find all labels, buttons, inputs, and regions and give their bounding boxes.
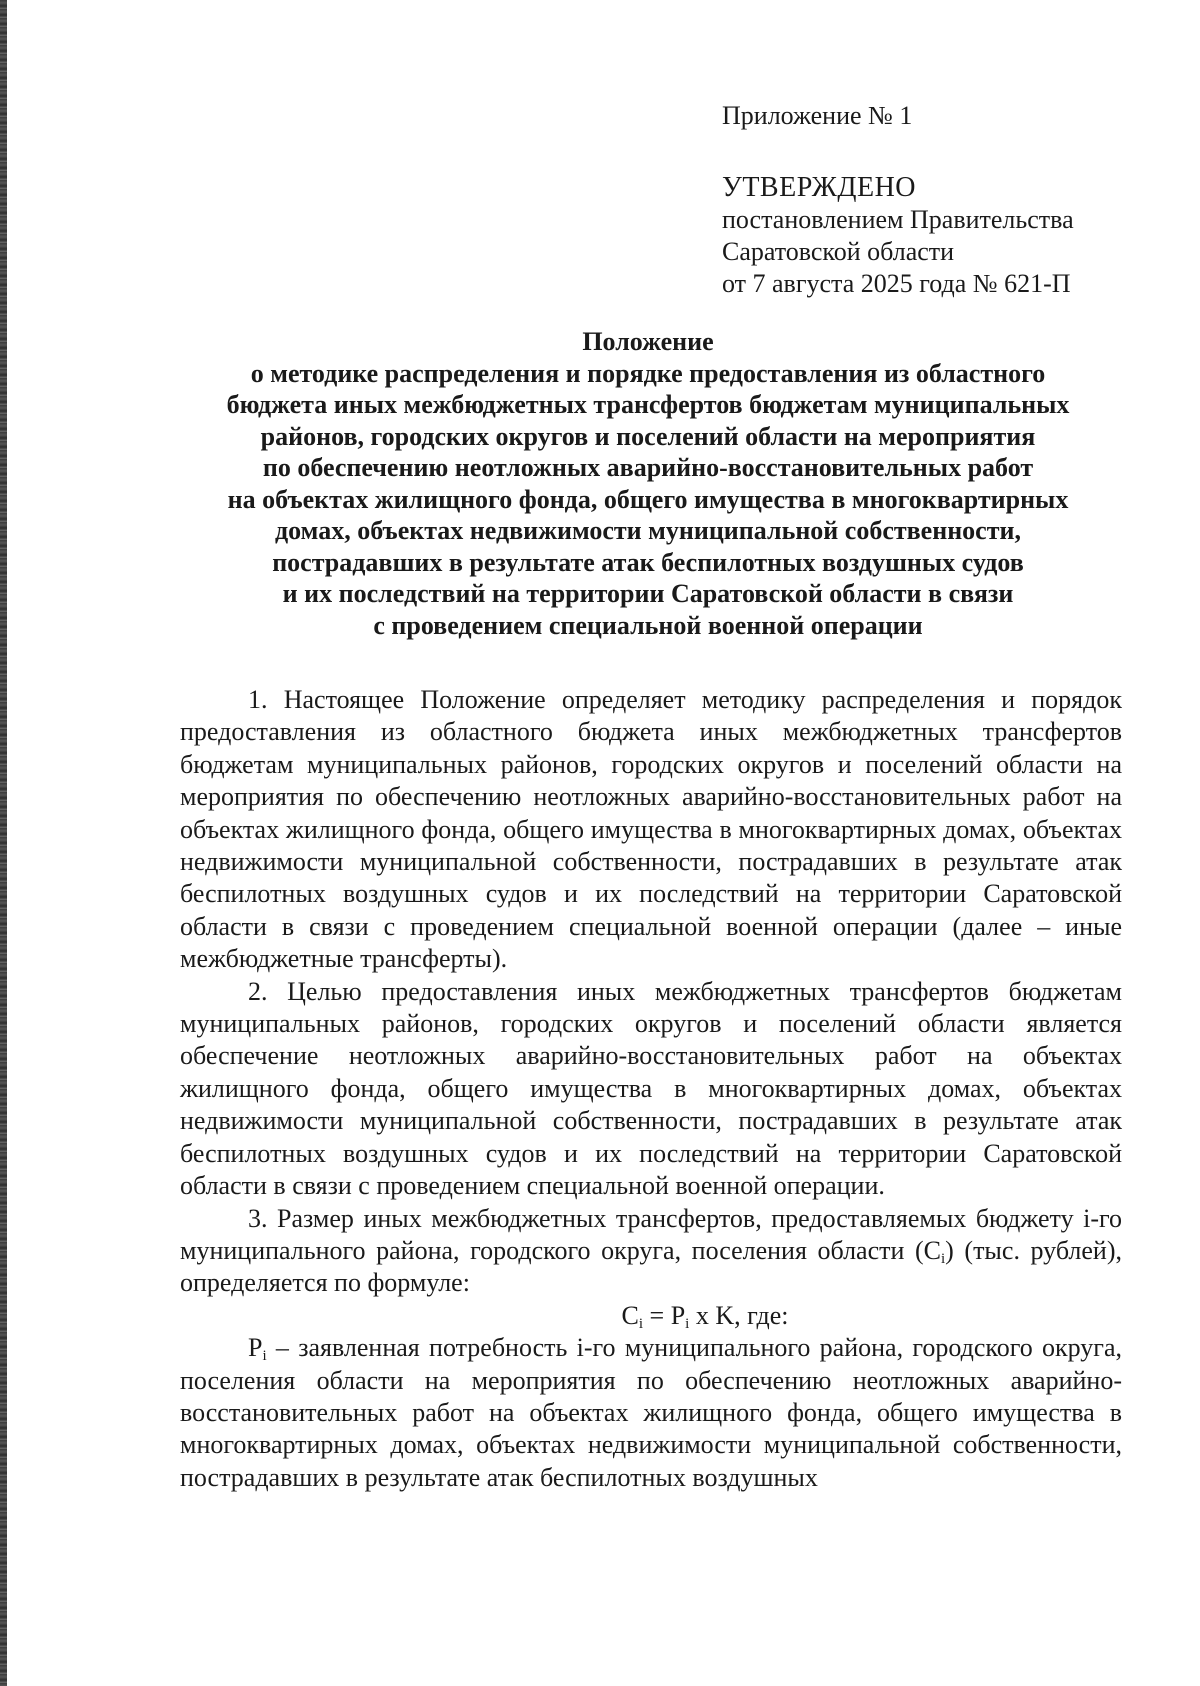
paragraph-3-text-start: 3. Размер иных межбюджетных трансфертов, предоставляемых бюджету i-го муниципального района, городского округа, поселения области (C: [180, 1203, 1122, 1265]
approval-line-1: постановлением Правительства: [722, 205, 1074, 234]
document-title-block: [150, 326, 1146, 641]
paragraph-2: 2. Целью предоставления иных межбюджетных трансфертов бюджетам муниципальных районов, городских округов и поселений области является обеспечение неотложных аварийно-восстановительных работ на объектах жилищного фонда, общего имущества в многоквартирных домах, объектах недвижимости муниципальной собственности, пострадавших в результате атак беспилотных воздушных судов и их последствий на территории Саратовской области в связи с проведением специальной военной операции.: [180, 976, 1122, 1201]
approved-stamp-text: УТВЕРЖДЕНО: [722, 172, 917, 203]
paragraph-1: 1. Настоящее Положение определяет методику распределения и порядок предоставления из областного бюджета иных межбюджетных трансфертов бюджетам муниципальных районов, городских округов и поселений области на мероприятия по обеспечению неотложных аварийно-восстановительных работ на объектах жилищного фонда, общего имущества в многоквартирных домах, объектах недвижимости муниципальной собственности, пострадавших в результате атак беспилотных воздушных судов и их последствий на территории Саратовской области в связи с проведением специальной военной операции (далее – иные межбюджетные трансферты).: [180, 685, 1122, 974]
document-heading: Положение: [582, 327, 714, 356]
approval-line-3: от 7 августа 2025 года № 621-П: [722, 269, 1071, 298]
formula-c-subscript: i: [638, 1315, 644, 1332]
scan-edge: [0, 0, 7, 1686]
paragraph-3-text-end: ) (тыс. рублей), определяется по формуле:: [180, 1235, 1123, 1298]
paragraph-4-symbol: P: [248, 1333, 263, 1363]
paragraph-3: [180, 1203, 1122, 1300]
document-body: [180, 684, 1122, 1494]
formula-rest: x K, где:: [689, 1300, 789, 1330]
approval-line-2: Саратовской области: [722, 237, 955, 266]
paragraph-3-subscript: i: [941, 1250, 946, 1267]
formula-p-subscript: i: [685, 1315, 690, 1332]
paragraph-4-text: – заявленная потребность i-го муниципального района, городского округа, поселения области на мероприятия по обеспечению неотложных аварийно-восстановительных работ на объектах жилищного фонда, общего имущества в многоквартирных домах, объектах недвижимости муниципальной собственности, пострадавших в результате атак беспилотных воздушных: [180, 1333, 1122, 1492]
formula-equals-p: = P: [643, 1300, 686, 1330]
annex-number: Приложение № 1: [722, 101, 913, 130]
formula: [180, 1300, 1122, 1332]
paragraph-4: [180, 1332, 1122, 1494]
document-subtitle: о методике распределения и порядке предоставления из областного бюджета иных межбюджетных трансфертов бюджетам муниципальных районов, городских округов и поселений области на мероприятия по обеспечению неотложных аварийно-восстановительных работ на объектах жилищного фонда, общего имущества в многоквартирных домах, объектах недвижимости муниципальной собственности, пострадавших в результате атак беспилотных воздушных судов и их последствий на территории Саратовской области в связи с проведением специальной военной операции: [226, 358, 1070, 640]
formula-c: C: [621, 1300, 639, 1330]
paragraph-4-subscript: i: [262, 1348, 267, 1365]
approval-block: [722, 100, 1162, 300]
